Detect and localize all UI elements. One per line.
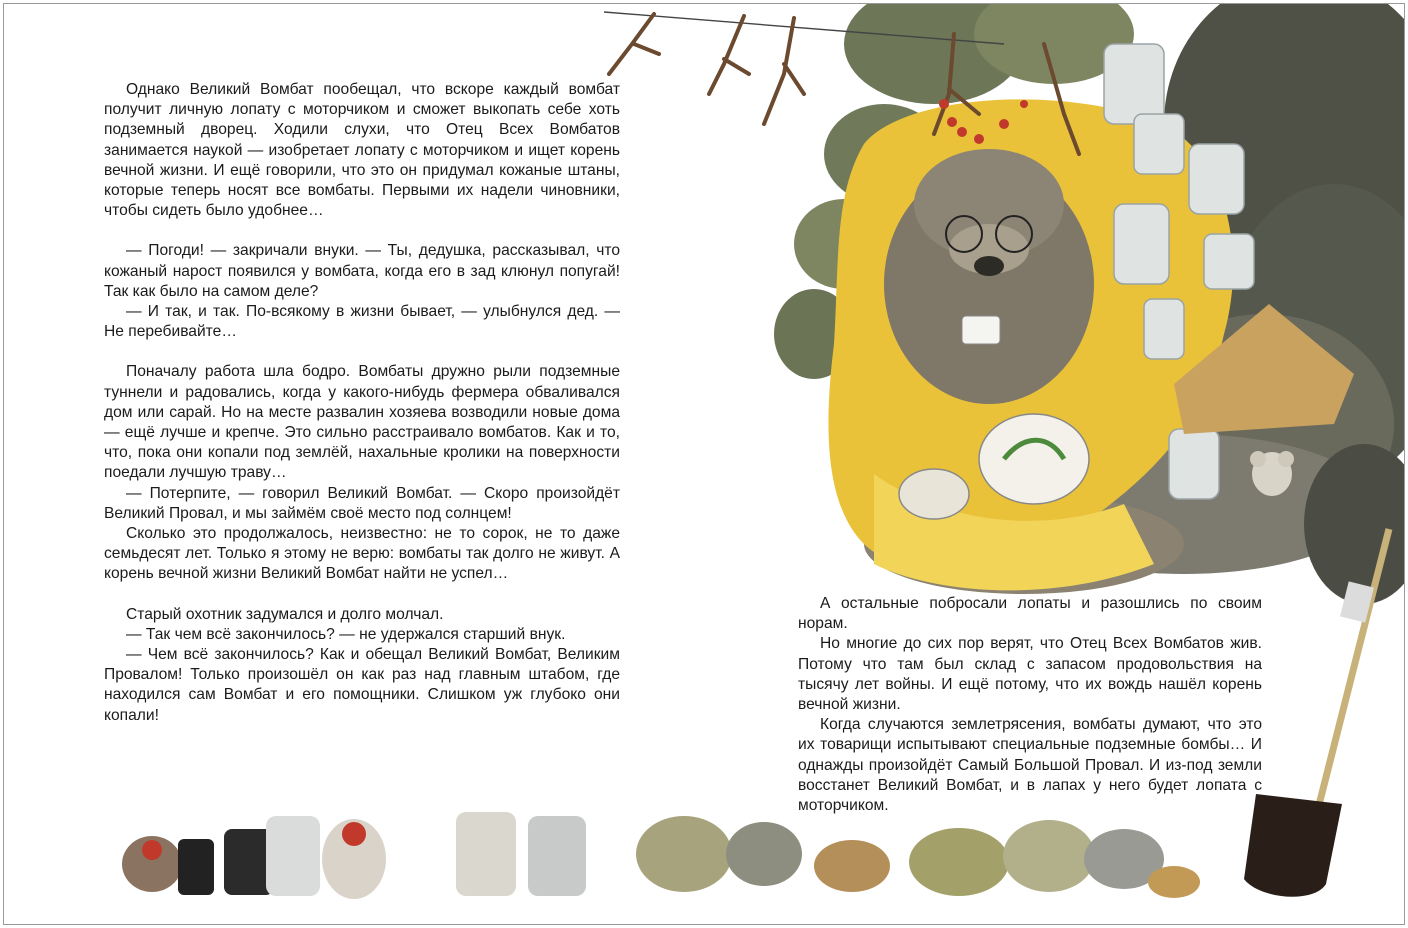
bottom-jars: [122, 812, 586, 899]
left-paragraph: Сколько это продолжалось, неизвестно: не то сорок, не то даже семьдесят лет. Только я этому не верю: вомбаты так долго не живут. А корень вечной жизни Великий Вомбат найти не успел…: [104, 525, 620, 583]
right-page-text: [798, 594, 1262, 816]
right-paragraph: А остальные побросали лопаты и разошлись по своим норам.: [798, 595, 1262, 633]
book-spread: [3, 3, 1405, 925]
left-page-text: [104, 80, 620, 726]
left-paragraph: — Потерпите, — говорил Великий Вомбат. — Скоро произойдёт Великий Провал, и мы займём своё место под солнцем!: [104, 484, 620, 522]
right-paragraph: Когда случаются землетрясения, вомбаты думают, что это их товарищи испытывают специальные подземные бомбы… И однажды произойдёт Самый Большой Провал. И из-под земли восстанет Великий Вомбат, и в лапах у него будет лопата с моторчиком.: [798, 716, 1262, 815]
bottom-stones: [636, 816, 1200, 898]
right-paragraph: Но многие до сих пор верят, что Отец Всех Вомбатов жив. Потому что там был склад с запасом продовольствия на тысячу лет войны. И ещё потому, что их вождь нашёл корень вечной жизни.: [798, 635, 1262, 714]
left-paragraph: Однако Великий Вомбат пообещал, что вскоре каждый вомбат получит личную лопату с моторчиком и сможет выкопать себе хоть подземный дворец. Ходили слухи, что Отец Всех Вомбатов занимается наукой — изобретает лопату с моторчиком и ищет корень вечной жизни. И ещё говорили, что это он придумал кожаные штаны, которые теперь носят все вомбаты. Первыми их надели чиновники, чтобы сидеть было удобнее…: [104, 81, 620, 220]
left-paragraph: — Погоди! — закричали внуки. — Ты, дедушка, рассказывал, что кожаный нарост появился у вомбата, когда его в зад клюнул попугай! Так как было на самом деле?: [104, 242, 620, 300]
left-paragraph: Поначалу работа шла бодро. Вомбаты дружно рыли подземные туннели и радовались, когда у какого-нибудь фермера обваливался дом или сарай. Но на месте развалин хозяева возводили новые дома — ещё лучше и крепче. Это сильно расстраивало вомбатов. Как и то, что, пока они копали под землёй, нахальные кролики на поверхности поедали лучшую траву…: [104, 363, 620, 482]
left-paragraph: — И так, и так. По-всякому в жизни бывает, — улыбнулся дед. — Не перебивайте…: [104, 303, 620, 341]
left-paragraph: — Так чем всё закончилось? — не удержался старший внук.: [126, 625, 566, 643]
left-paragraph: — Чем всё закончилось? Как и обещал Великий Вомбат, Великим Провалом! Только произошёл он как раз над главным штабом, где находился сам Вомбат и его помощники. Слишком уж глубоко они копали!: [104, 646, 620, 724]
left-paragraph: Старый охотник задумался и долго молчал.: [126, 605, 444, 623]
